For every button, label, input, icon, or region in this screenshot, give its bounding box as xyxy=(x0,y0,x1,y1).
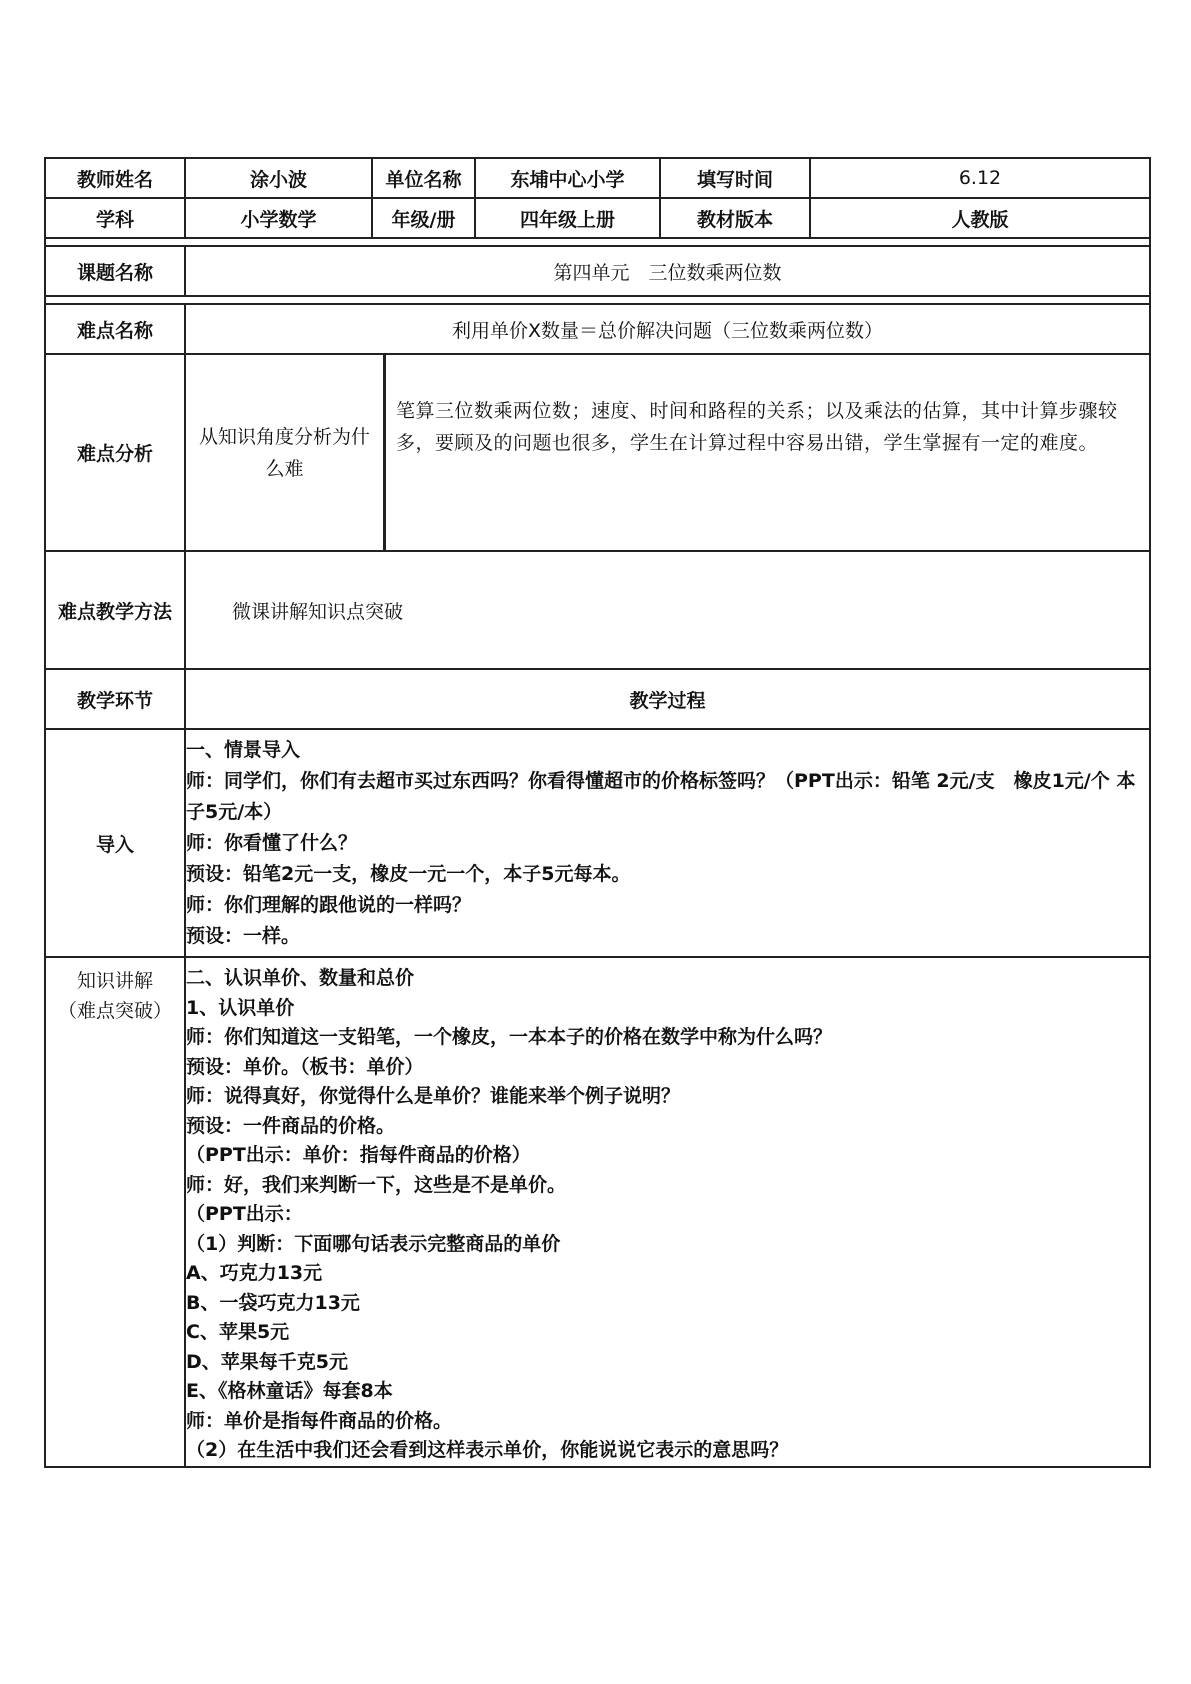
header-row-1 xyxy=(45,158,1150,198)
method-label: 难点教学方法 xyxy=(45,551,185,669)
grade-label: 年级/册 xyxy=(372,198,475,238)
knowledge-line: 1、认识单价 xyxy=(186,996,295,1019)
intro-label: 导入 xyxy=(45,729,185,957)
knowledge-line: E、《格林童话》每套8本 xyxy=(186,1380,393,1402)
header-row-2 xyxy=(45,198,1150,238)
knowledge-line: （PPT出示： xyxy=(186,1203,303,1225)
intro-line: 师：你们理解的跟他说的一样吗？ xyxy=(186,893,472,916)
knowledge-line: B、一袋巧克力13元 xyxy=(186,1291,360,1314)
intro-line: 师：你看懂了什么？ xyxy=(186,831,358,854)
knowledge-line: 师：好，我们来判断一下，这些是不是单价。 xyxy=(186,1173,567,1196)
knowledge-line: 师：你们知道这一支铅笔，一个橡皮，一本本子的价格在数学中称为什么吗？ xyxy=(186,1026,833,1048)
intro-row xyxy=(45,729,1150,957)
intro-line: 预设：铅笔2元一支，橡皮一元一个，本子5元每本。 xyxy=(186,862,631,885)
knowledge-label: 知识讲解 xyxy=(76,970,153,992)
edition-value: 人教版 xyxy=(810,198,1150,238)
knowledge-line: 预设：一件商品的价格。 xyxy=(186,1114,396,1137)
intro-line: 预设：一样。 xyxy=(186,924,301,947)
knowledge-line: （1）判断：下面哪句话表示完整商品的单价 xyxy=(186,1232,561,1255)
edition-label: 教材版本 xyxy=(660,198,810,238)
intro-line: 师：同学们，你们有去超市买过东西吗？你看得懂超市的价格标签吗？（PPT出示：铅笔 2元/支 橡皮1元/个 本子5元/本） xyxy=(186,769,1136,823)
topic-label: 课题名称 xyxy=(45,246,185,296)
topic-value: 第四单元 三位数乘两位数 xyxy=(185,246,1150,296)
intro-line: 一、情景导入 xyxy=(186,738,301,761)
process-label: 教学过程 xyxy=(185,669,1150,729)
analysis-text: 笔算三位数乘两位数；速度、时间和路程的关系；以及乘法的估算，其中计算步骤较多，要顾及的问题也很多，学生在计算过程中容易出错，学生掌握有一定的难度。 xyxy=(396,400,1118,454)
knowledge-line: （2）在生活中我们还会看到这样表示单价，你能说说它表示的意思吗？ xyxy=(186,1439,789,1461)
topic-row xyxy=(45,246,1150,296)
knowledge-line: 师：单价是指每件商品的价格。 xyxy=(186,1409,453,1432)
time-value: 6.12 xyxy=(810,158,1150,198)
knowledge-line: （PPT出示：单价：指每件商品的价格） xyxy=(186,1144,531,1166)
knowledge-line: 二、认识单价、数量和总价 xyxy=(186,967,415,989)
analysis-label: 难点分析 xyxy=(45,354,185,551)
unit-value: 东埔中心小学 xyxy=(475,158,660,198)
knowledge-line: C、苹果5元 xyxy=(186,1321,290,1343)
difficulty-row xyxy=(45,304,1150,354)
lesson-plan-sheet xyxy=(44,157,1149,1468)
method-value: 微课讲解知识点突破 xyxy=(185,551,1150,669)
process-header-row xyxy=(45,669,1150,729)
teacher-value: 涂小波 xyxy=(185,158,372,198)
analysis-cell xyxy=(185,354,1150,551)
subject-label: 学科 xyxy=(45,198,185,238)
knowledge-row xyxy=(45,957,1150,1467)
stage-label: 教学环节 xyxy=(45,669,185,729)
knowledge-label-cell xyxy=(45,957,185,1467)
difficulty-label: 难点名称 xyxy=(45,304,185,354)
knowledge-line: D、苹果每千克5元 xyxy=(186,1350,348,1373)
lesson-plan-table xyxy=(44,157,1151,1468)
knowledge-sublabel: （难点突破） xyxy=(57,1000,172,1022)
knowledge-line: 预设：单价。（板书：单价） xyxy=(186,1055,424,1078)
teacher-label: 教师姓名 xyxy=(45,158,185,198)
analysis-sub-label: 从知识角度分析为什么难 xyxy=(186,355,386,550)
unit-label: 单位名称 xyxy=(372,158,475,198)
time-label: 填写时间 xyxy=(660,158,810,198)
difficulty-value: 利用单价X数量＝总价解决问题（三位数乘两位数） xyxy=(185,304,1150,354)
knowledge-content xyxy=(185,957,1150,1467)
analysis-row xyxy=(45,354,1150,551)
knowledge-line: 师：说得真好，你觉得什么是单价？谁能来举个例子说明？ xyxy=(186,1085,681,1107)
knowledge-line: A、巧克力13元 xyxy=(186,1262,323,1284)
method-row xyxy=(45,551,1150,669)
grade-value: 四年级上册 xyxy=(475,198,660,238)
subject-value: 小学数学 xyxy=(185,198,372,238)
intro-content xyxy=(185,729,1150,957)
